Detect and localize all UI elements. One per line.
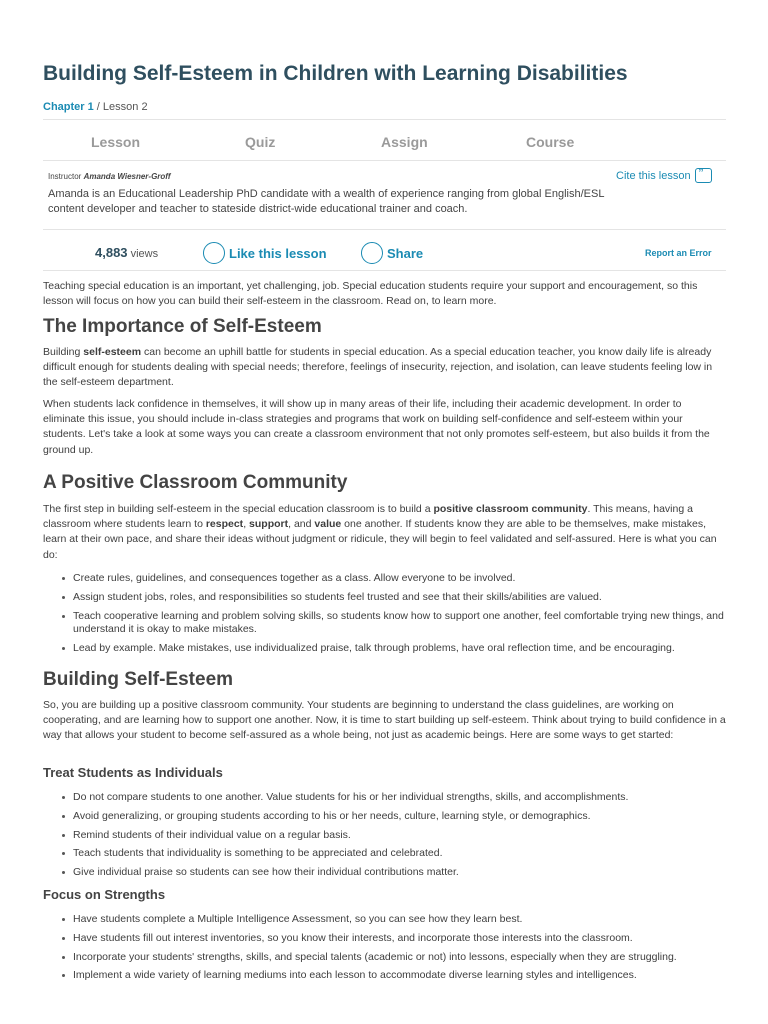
list-item: Lead by example. Make mistakes, use individualized praise, talk through problems, have oral reflection time, and be encouraging. (43, 642, 726, 655)
subheading-strengths: Focus on Strengths (43, 887, 166, 902)
community-list (43, 572, 726, 654)
term-self-esteem: self-esteem (83, 346, 142, 358)
text-run: The first step in building self-esteem in the special education classroom is to build a (43, 503, 434, 515)
list-item: Have students fill out interest inventories, so you know their interests, and incorporate those interests into the classroom. (43, 932, 726, 945)
quote-icon (695, 168, 712, 183)
community-paragraph (43, 502, 726, 563)
tab-course[interactable]: Course (526, 134, 575, 150)
page-title: Building Self-Esteem in Children with Learning Disabilities (43, 62, 628, 85)
text-run: one another. If students know they are able to be themselves, make mistakes, learn at their own pace, and share their ideas without judgment or ridicule, they will begin to feel validated and self-assured. Here is what you can do: (43, 518, 717, 561)
share-circle-icon (361, 242, 383, 264)
share-label: Share (387, 245, 424, 261)
instructor-name[interactable]: Amanda Wiesner-Groff (83, 172, 171, 181)
views-number: 4,883 (95, 245, 128, 260)
cite-lesson-label: Cite this lesson (616, 169, 691, 182)
breadcrumb (43, 101, 148, 113)
section-heading-building: Building Self-Esteem (43, 669, 234, 690)
instructor-line (48, 172, 170, 181)
tab-lesson[interactable]: Lesson (91, 134, 141, 150)
text-run: , (243, 518, 250, 531)
views-label: views (130, 248, 159, 260)
importance-paragraph-2: When students lack confidence in themselves, it will show up in many areas of their life, including their academic development. In order to eliminate this issue, you should include in-class strategies and programs that work on building self-confidence and self-esteem within your students. Let's take a look at some ways you can create a classroom environment that not only promotes self-esteem, but also builds it from the ground up. (43, 398, 710, 456)
like-button[interactable] (203, 242, 327, 264)
list-item: Teach students that individuality is something to be appreciated and celebrated. (43, 847, 726, 860)
term-value: value (314, 518, 342, 531)
breadcrumb-separator: / (93, 101, 103, 113)
like-label: Like this lesson (229, 245, 327, 261)
strengths-list (43, 913, 726, 982)
list-item: Avoid generalizing, or grouping students according to his or her needs, culture, learning style, or demographics. (43, 810, 726, 823)
building-paragraph: So, you are building up a positive classroom community. Your students are beginning to understand the class guidelines, are working on cooperating, and are learning how to support one another. Now, it is time to start building up self-esteem. Think about trying to build confidence in a way that allows your student to become self-assured as a whole being, not just as academic beings. Here are some ways to get started: (43, 699, 726, 742)
text-run: , and (288, 518, 315, 531)
cite-lesson-link[interactable] (616, 168, 712, 183)
tab-quiz[interactable]: Quiz (245, 134, 276, 150)
list-item: Give individual praise so students can see how their individual contributions matter. (43, 866, 726, 879)
intro-paragraph: Teaching special education is an important, yet challenging, job. Special education students require your support and encouragement, so this lesson will focus on how you can build their self-esteem in the classroom. Read on, to learn more. (43, 280, 698, 308)
importance-paragraph-1 (43, 345, 726, 391)
breadcrumb-lesson: Lesson 2 (102, 101, 148, 113)
section-heading-community: A Positive Classroom Community (43, 472, 348, 493)
term-support: support (249, 518, 289, 531)
tab-assign[interactable]: Assign (381, 134, 428, 150)
list-item: Teach cooperative learning and problem solving skills, so students know how to support one another, feel comfortable trying new things, and understand it is okay to make mistakes. (43, 610, 726, 635)
subheading-individuals: Treat Students as Individuals (43, 765, 223, 780)
individuals-list (43, 791, 726, 879)
text-run: . This means, having a classroom where students learn to (43, 503, 693, 531)
breadcrumb-chapter-link[interactable]: Chapter 1 (43, 101, 94, 113)
section-heading-importance: The Importance of Self-Esteem (43, 316, 322, 337)
term-respect: respect (205, 518, 244, 531)
like-circle-icon (203, 242, 225, 264)
list-item: Do not compare students to one another. Value students for his or her individual strengths, skills, and accomplishments. (43, 791, 726, 804)
divider (43, 119, 726, 120)
divider (43, 270, 726, 271)
view-count (95, 245, 158, 260)
divider (43, 229, 726, 230)
instructor-bio: Amanda is an Educational Leadership PhD candidate with a wealth of experience ranging from global English/ESL content developer and teacher to stateside district-wide educational trainer and coach. (48, 188, 605, 215)
text-run: can become an uphill battle for students in special education. As a special education teacher, you know daily life is already difficult enough for students dealing with special needs; therefore, feelings of insecurity, rejection, and isolation, can leave students feeling low in the self-esteem department. (43, 346, 713, 389)
list-item: Create rules, guidelines, and consequences together as a class. Allow everyone to be involved. (43, 572, 726, 585)
term-positive-classroom-community: positive classroom community (433, 503, 588, 515)
text-run: Building (43, 346, 84, 358)
divider (43, 160, 726, 161)
list-item: Remind students of their individual value on a regular basis. (43, 829, 726, 842)
report-error-link[interactable]: Report an Error (645, 248, 712, 258)
list-item: Incorporate your students' strengths, skills, and special talents (academic or not) into lessons, especially when they are struggling. (43, 951, 726, 964)
list-item: Have students complete a Multiple Intelligence Assessment, so you can see how they learn best. (43, 913, 726, 926)
share-button[interactable] (361, 242, 423, 264)
instructor-label: Instructor (48, 172, 82, 181)
list-item: Assign student jobs, roles, and responsibilities so students feel trusted and see that their skills/abilities are valued. (43, 591, 726, 604)
list-item: Implement a wide variety of learning mediums into each lesson to accommodate diverse learning styles and intelligences. (43, 969, 726, 982)
